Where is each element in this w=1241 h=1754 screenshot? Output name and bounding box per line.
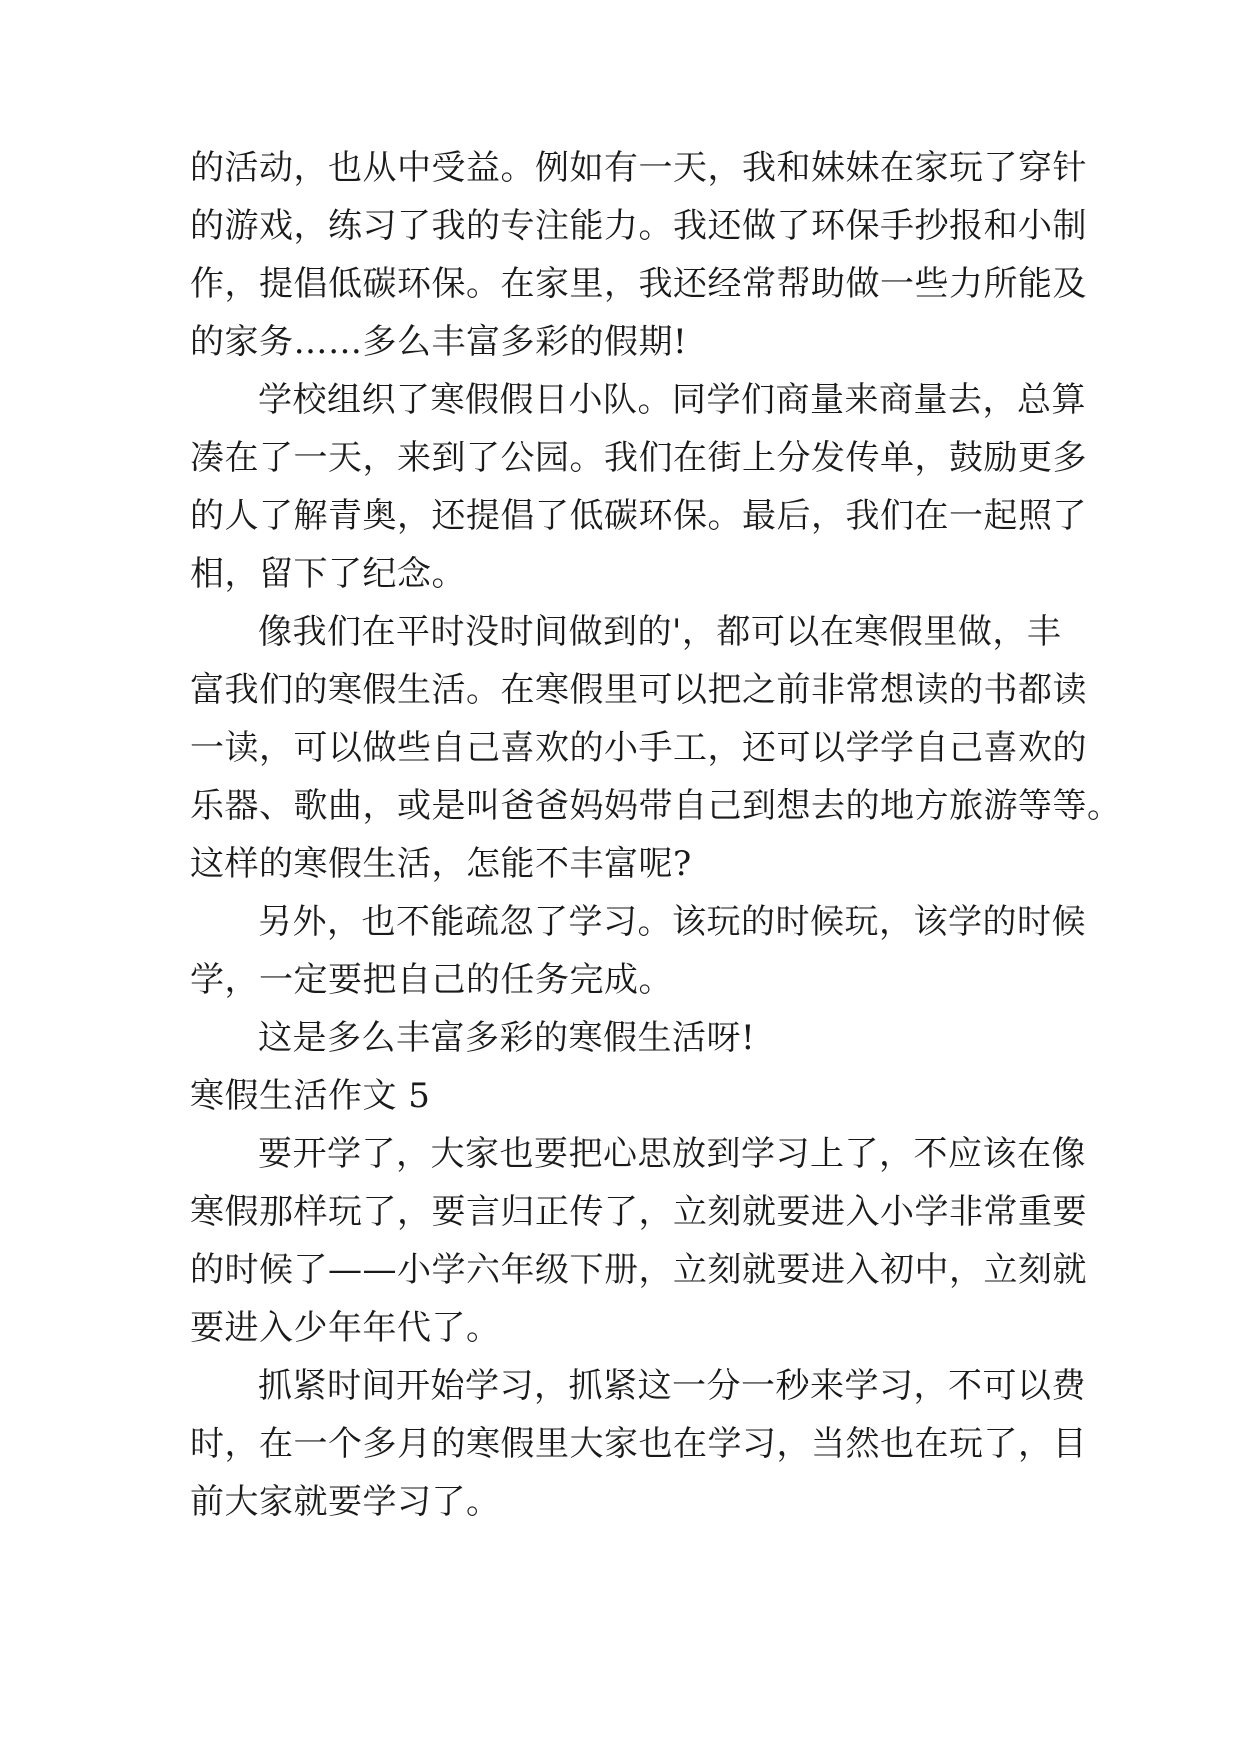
text-line: 要进入少年年代了。 bbox=[190, 1308, 501, 1348]
text-line: 这样的寒假生活，怎能不丰富呢? bbox=[190, 844, 692, 884]
text-line: 的人了解青奥，还提倡了低碳环保。最后，我们在一起照了 bbox=[190, 496, 1087, 536]
paragraph-first-line: 另外，也不能疏忽了学习。该玩的时候玩，该学的时候 bbox=[258, 902, 1086, 942]
text-line: 的游戏，练习了我的专注能力。我还做了环保手抄报和小制 bbox=[190, 206, 1087, 246]
paragraph-first-line: 学校组织了寒假假日小队。同学们商量来商量去，总算 bbox=[258, 380, 1086, 420]
text-line: 相，留下了纪念。 bbox=[190, 554, 466, 594]
section-heading: 寒假生活作文 5 bbox=[190, 1076, 431, 1116]
text-line: 时，在一个多月的寒假里大家也在学习，当然也在玩了，目 bbox=[190, 1424, 1087, 1464]
text-line: 一读，可以做些自己喜欢的小手工，还可以学学自己喜欢的 bbox=[190, 728, 1087, 768]
text-line: 作，提倡低碳环保。在家里，我还经常帮助做一些力所能及 bbox=[190, 264, 1087, 304]
text-line: 凑在了一天，来到了公园。我们在街上分发传单，鼓励更多 bbox=[190, 438, 1087, 478]
text-line: 的时候了——小学六年级下册，立刻就要进入初中，立刻就 bbox=[190, 1250, 1087, 1290]
text-line: 的家务……多么丰富多彩的假期! bbox=[190, 322, 688, 362]
paragraph-first-line: 像我们在平时没时间做到的'，都可以在寒假里做，丰 bbox=[258, 612, 1062, 652]
paragraph-first-line: 这是多么丰富多彩的寒假生活呀! bbox=[258, 1018, 756, 1058]
text-line: 寒假那样玩了，要言归正传了，立刻就要进入小学非常重要 bbox=[190, 1192, 1087, 1232]
text-line: 富我们的寒假生活。在寒假里可以把之前非常想读的书都读 bbox=[190, 670, 1087, 710]
paragraph-first-line: 抓紧时间开始学习，抓紧这一分一秒来学习，不可以费 bbox=[258, 1366, 1086, 1406]
text-line: 乐器、歌曲，或是叫爸爸妈妈带自己到想去的地方旅游等等。 bbox=[190, 786, 1122, 826]
text-line: 前大家就要学习了。 bbox=[190, 1482, 501, 1522]
text-line: 学，一定要把自己的任务完成。 bbox=[190, 960, 673, 1000]
text-line: 的活动，也从中受益。例如有一天，我和妹妹在家玩了穿针 bbox=[190, 148, 1087, 188]
paragraph-first-line: 要开学了，大家也要把心思放到学习上了，不应该在像 bbox=[258, 1134, 1086, 1174]
